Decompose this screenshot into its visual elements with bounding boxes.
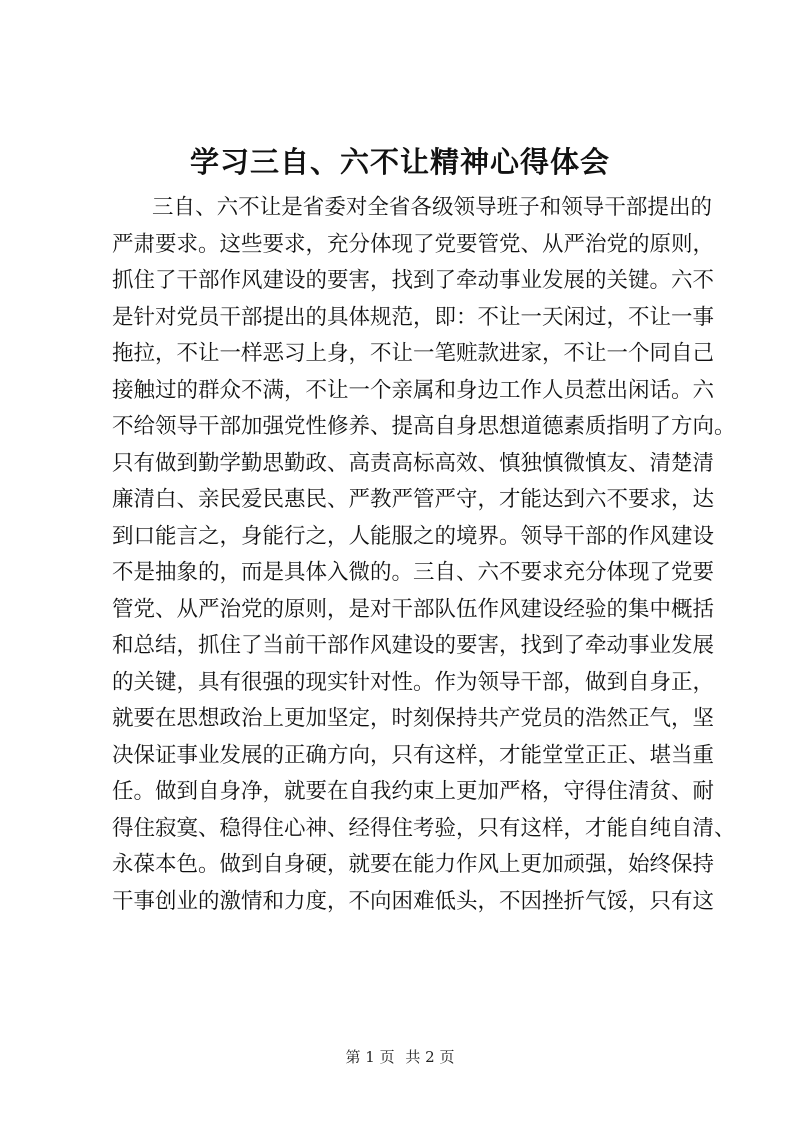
body-line: 廉清白、亲民爱民惠民、严教严管严守，才能达到六不要求，达 <box>112 487 715 512</box>
body-line: 到口能言之，身能行之，人能服之的境界。领导干部的作风建设 <box>112 523 715 549</box>
document-title: 学习三自、六不让精神心得体会 <box>189 145 610 179</box>
page-total: 共 2 页 <box>405 1048 455 1066</box>
body-line: 不给领导干部加强党性修养、提高自身思想道德素质指明了方向。 <box>112 414 736 439</box>
body-line: 接触过的群众不满，不让一个亲属和身边工作人员惹出闲话。六 <box>112 377 715 403</box>
body-line: 拖拉，不让一样恶习上身，不让一笔赃款进家，不让一个同自己 <box>112 341 715 366</box>
body-line: 得住寂寞、稳得住心神、经得住考验，只有这样，才能自纯自清、 <box>112 815 736 841</box>
body-line: 管党、从严治党的原则，是对干部队伍作风建设经验的集中概括 <box>112 596 715 622</box>
body-line: 任。做到自身净，就要在自我约束上更加严格，守得住清贫、耐 <box>112 779 715 804</box>
body-line: 严肃要求。这些要求，充分体现了党要管党、从严治党的原则， <box>112 231 715 257</box>
body-line: 不是抽象的，而是具体入微的。三自、六不要求充分体现了党要 <box>112 560 715 585</box>
body-line: 就要在思想政治上更加坚定，时刻保持共产党员的浩然正气，坚 <box>112 706 715 731</box>
body-line: 三自、六不让是省委对全省各级领导班子和领导干部提出的 <box>152 195 712 220</box>
body-line: 只有做到勤学勤思勤政、高责高标高效、慎独慎微慎友、清楚清 <box>112 450 715 476</box>
page-footer <box>0 1046 800 1068</box>
body-line: 永葆本色。做到自身硬，就要在能力作风上更加顽强，始终保持 <box>112 852 715 877</box>
page-number: 第 1 页 <box>345 1048 395 1066</box>
body-line: 是针对党员干部提出的具体规范，即：不让一天闲过，不让一事 <box>112 304 715 330</box>
body-line: 决保证事业发展的正确方向，只有这样，才能堂堂正正、堪当重 <box>112 742 715 768</box>
document-body <box>112 190 736 920</box>
body-line: 的关键，具有很强的现实针对性。作为领导干部，做到自身正， <box>112 669 715 695</box>
body-line: 和总结，抓住了当前干部作风建设的要害，找到了牵动事业发展 <box>112 633 715 658</box>
body-line: 抓住了干部作风建设的要害，找到了牵动事业发展的关键。六不 <box>112 268 715 293</box>
body-line: 干事创业的激情和力度，不向困难低头，不因挫折气馁，只有这 <box>112 888 715 914</box>
